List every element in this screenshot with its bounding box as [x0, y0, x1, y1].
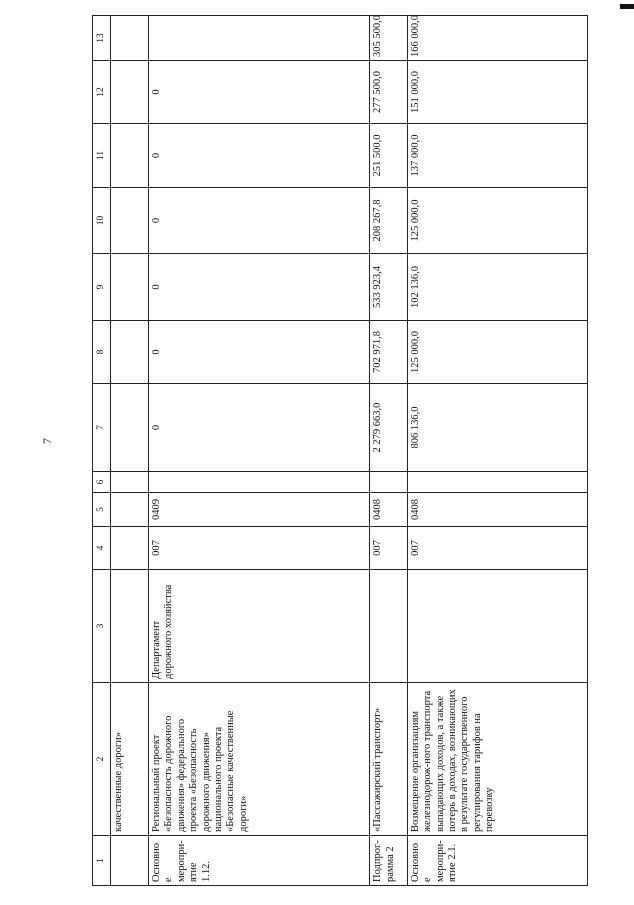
- cell-section-code: 0408: [407, 493, 587, 527]
- cell-section-code: 0409: [149, 493, 370, 527]
- cell-grbs-code: 007: [407, 527, 587, 570]
- header-cell: 4: [93, 527, 111, 570]
- cell-amount: 0: [149, 61, 370, 124]
- cell-program-name: Возмещение организациям железнодорож-ного транспорта выпадающих доходов, а также потерь в доходах, возникающих в результате государственного регулирования тарифов на перевозку: [407, 683, 587, 836]
- cell-grbs-code: 007: [149, 527, 370, 570]
- cell-program-name: Региональный проект «Безопасность дорожного движения» федерального проекта «Безопасность дорожного движения» национального проекта «Безопасные качественные дороги»: [149, 683, 370, 836]
- cell-amount: 125 000,0: [407, 321, 587, 384]
- cell-col6: [111, 472, 149, 493]
- header-cell: 3: [93, 570, 111, 683]
- cell-program-name: «Пассажирский транспорт»: [370, 683, 408, 836]
- cell-activity: Основное меропри-ятие 1.12.: [149, 836, 370, 886]
- cell-amount: 102 136,0: [407, 254, 587, 321]
- header-cell: 8: [93, 321, 111, 384]
- cell-amount: [111, 254, 149, 321]
- cell-grbs-code: 007: [370, 527, 408, 570]
- header-cell: 5: [93, 493, 111, 527]
- rotated-table-container: [92, 16, 588, 886]
- cell-amount: 806 136,0: [407, 384, 587, 472]
- cell-col6: [407, 472, 587, 493]
- cell-executor: [370, 570, 408, 683]
- cell-amount: 2 279 663,0: [370, 384, 408, 472]
- cell-col6: [370, 472, 408, 493]
- cell-amount: 0: [149, 384, 370, 472]
- header-cell: 1: [93, 836, 111, 886]
- header-cell: 9: [93, 254, 111, 321]
- cell-grbs-code: [111, 527, 149, 570]
- header-cell: 2: [93, 683, 111, 836]
- cell-executor: [111, 570, 149, 683]
- cell-amount: [111, 188, 149, 254]
- cell-amount: [111, 124, 149, 188]
- cell-amount: [149, 16, 370, 61]
- cell-amount: [111, 321, 149, 384]
- cell-amount: 702 971,8: [370, 321, 408, 384]
- cell-amount: [111, 384, 149, 472]
- table-row: [407, 16, 587, 886]
- header-cell: 7: [93, 384, 111, 472]
- cell-amount: 166 000,0: [407, 16, 587, 61]
- page-number: 7: [40, 438, 54, 444]
- cell-activity: Основное меропри-ятие 2.1.: [407, 836, 587, 886]
- header-cell: 10: [93, 188, 111, 254]
- cell-executor: Департамент дорожного хозяйства: [149, 570, 370, 683]
- header-cell: 6: [93, 472, 111, 493]
- cell-section-code: [111, 493, 149, 527]
- cell-amount: 533 923,4: [370, 254, 408, 321]
- budget-table: [92, 15, 588, 886]
- cell-section-code: 0408: [370, 493, 408, 527]
- cell-amount: 0: [149, 124, 370, 188]
- cell-amount: 125 000,0: [407, 188, 587, 254]
- cell-amount: 208 267,8: [370, 188, 408, 254]
- cell-col6: [149, 472, 370, 493]
- scan-corner-mark: [620, 4, 634, 9]
- table-row: [149, 16, 370, 886]
- cell-program-name: качественные дороги»: [111, 683, 149, 836]
- table-row: [370, 16, 408, 886]
- header-cell: 11: [93, 124, 111, 188]
- table-row: [111, 16, 149, 886]
- cell-amount: [111, 61, 149, 124]
- cell-amount: 305 500,0: [370, 16, 408, 61]
- cell-amount: [111, 16, 149, 61]
- table-header-row: [93, 16, 111, 886]
- header-cell: 12: [93, 61, 111, 124]
- cell-amount: 0: [149, 188, 370, 254]
- cell-amount: 0: [149, 254, 370, 321]
- cell-activity: Подпрог-рамма 2: [370, 836, 408, 886]
- cell-amount: 151 000,0: [407, 61, 587, 124]
- cell-amount: 137 000,0: [407, 124, 587, 188]
- header-cell: 13: [93, 16, 111, 61]
- cell-activity: [111, 836, 149, 886]
- cell-amount: 251 500,0: [370, 124, 408, 188]
- cell-amount: 277 500,0: [370, 61, 408, 124]
- cell-amount: 0: [149, 321, 370, 384]
- cell-executor: [407, 570, 587, 683]
